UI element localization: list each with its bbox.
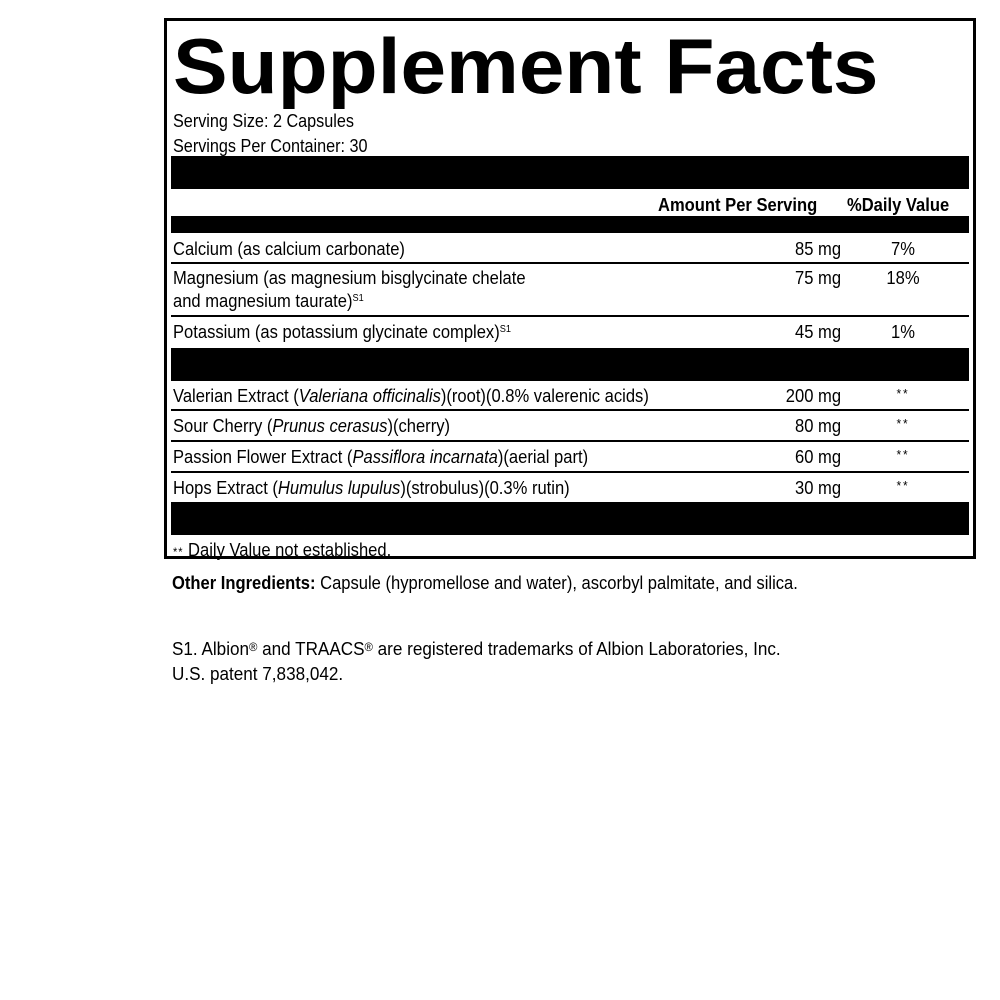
latin-name: Prunus cerasus <box>272 416 388 436</box>
trademark-line1 <box>172 637 894 662</box>
trademark-text: S1. Albion <box>172 639 250 659</box>
ingredient-name: Passion Flower Extract ( <box>173 447 353 467</box>
nutrient-name-line1: Magnesium (as magnesium bisglycinate chelate <box>173 268 526 288</box>
row-divider <box>171 409 969 411</box>
nutrient-amount: 85 mg <box>794 239 841 259</box>
ingredient-amount: 60 mg <box>794 447 841 467</box>
ingredient-detail: )(cherry) <box>387 416 451 436</box>
ingredient-name: Valerian Extract ( <box>173 386 299 406</box>
trademark-note <box>172 637 894 687</box>
latin-name: Humulus lupulus <box>277 478 401 498</box>
footnote-ref: S1 <box>352 293 364 304</box>
row-divider <box>171 262 969 264</box>
ingredient-row <box>171 412 969 440</box>
footnote-text: Daily Value not established. <box>183 540 392 560</box>
ingredient-daily-value: ** <box>896 386 910 401</box>
trademark-text: are registered trademarks of Albion Laboratories, Inc. <box>372 639 781 659</box>
nutrient-amount: 75 mg <box>794 268 841 288</box>
ingredient-row <box>171 474 969 502</box>
ingredient-daily-value: ** <box>896 416 910 431</box>
nutrient-daily-value: 18% <box>886 268 920 288</box>
ingredient-amount: 30 mg <box>794 478 841 498</box>
daily-value-footnote <box>173 539 391 563</box>
latin-name: Valeriana officinalis <box>298 386 441 406</box>
header-divider <box>171 216 969 233</box>
ingredient-daily-value: ** <box>896 447 910 462</box>
nutrient-name: Calcium (as calcium carbonate) <box>173 239 405 259</box>
ingredient-detail: )(strobulus)(0.3% rutin) <box>400 478 570 498</box>
nutrient-row <box>171 236 969 262</box>
trademark-text: and TRAACS <box>257 639 365 659</box>
thick-divider <box>171 156 969 189</box>
patent-line: U.S. patent 7,838,042. <box>172 664 344 684</box>
amount-per-serving-header: Amount Per Serving <box>658 195 818 215</box>
ingredient-name: Hops Extract ( <box>173 478 278 498</box>
ingredient-amount: 80 mg <box>794 416 841 436</box>
section-divider <box>171 348 969 381</box>
ingredient-amount: 200 mg <box>785 386 841 406</box>
row-divider <box>171 471 969 473</box>
other-ingredients-text: Capsule (hypromellose and water), ascorbyl palmitate, and silica. <box>315 573 798 593</box>
other-ingredients <box>172 571 816 596</box>
registered-mark: ® <box>364 640 373 654</box>
footnote-ref: S1 <box>499 324 511 335</box>
ingredient-name: Sour Cherry ( <box>173 416 273 436</box>
panel-title: Supplement Facts <box>173 22 879 110</box>
footnote-stars: ** <box>173 545 184 559</box>
latin-name: Passiflora incarnata <box>352 447 498 467</box>
daily-value-header: %Daily Value <box>847 195 950 215</box>
bottom-divider <box>171 502 969 535</box>
ingredient-daily-value: ** <box>896 478 910 493</box>
ingredient-detail: )(aerial part) <box>497 447 589 467</box>
nutrient-name-line2: and magnesium taurate) <box>173 291 353 311</box>
nutrient-daily-value: 1% <box>891 322 915 342</box>
nutrient-daily-value: 7% <box>891 239 915 259</box>
nutrient-row <box>171 265 969 315</box>
other-ingredients-label: Other Ingredients: <box>172 573 316 593</box>
row-divider <box>171 440 969 442</box>
ingredient-row <box>171 443 969 471</box>
ingredient-row <box>171 382 969 409</box>
nutrient-amount: 45 mg <box>794 322 841 342</box>
nutrient-name: Potassium (as potassium glycinate complex) <box>173 322 500 342</box>
registered-mark: ® <box>249 640 258 654</box>
row-divider <box>171 315 969 317</box>
serving-size: Serving Size: 2 Capsules <box>173 111 354 131</box>
supplement-facts-panel <box>164 18 976 559</box>
servings-per-container: Servings Per Container: 30 <box>173 136 368 156</box>
ingredient-detail: )(root)(0.8% valerenic acids) <box>440 386 649 406</box>
nutrient-row <box>171 318 969 346</box>
